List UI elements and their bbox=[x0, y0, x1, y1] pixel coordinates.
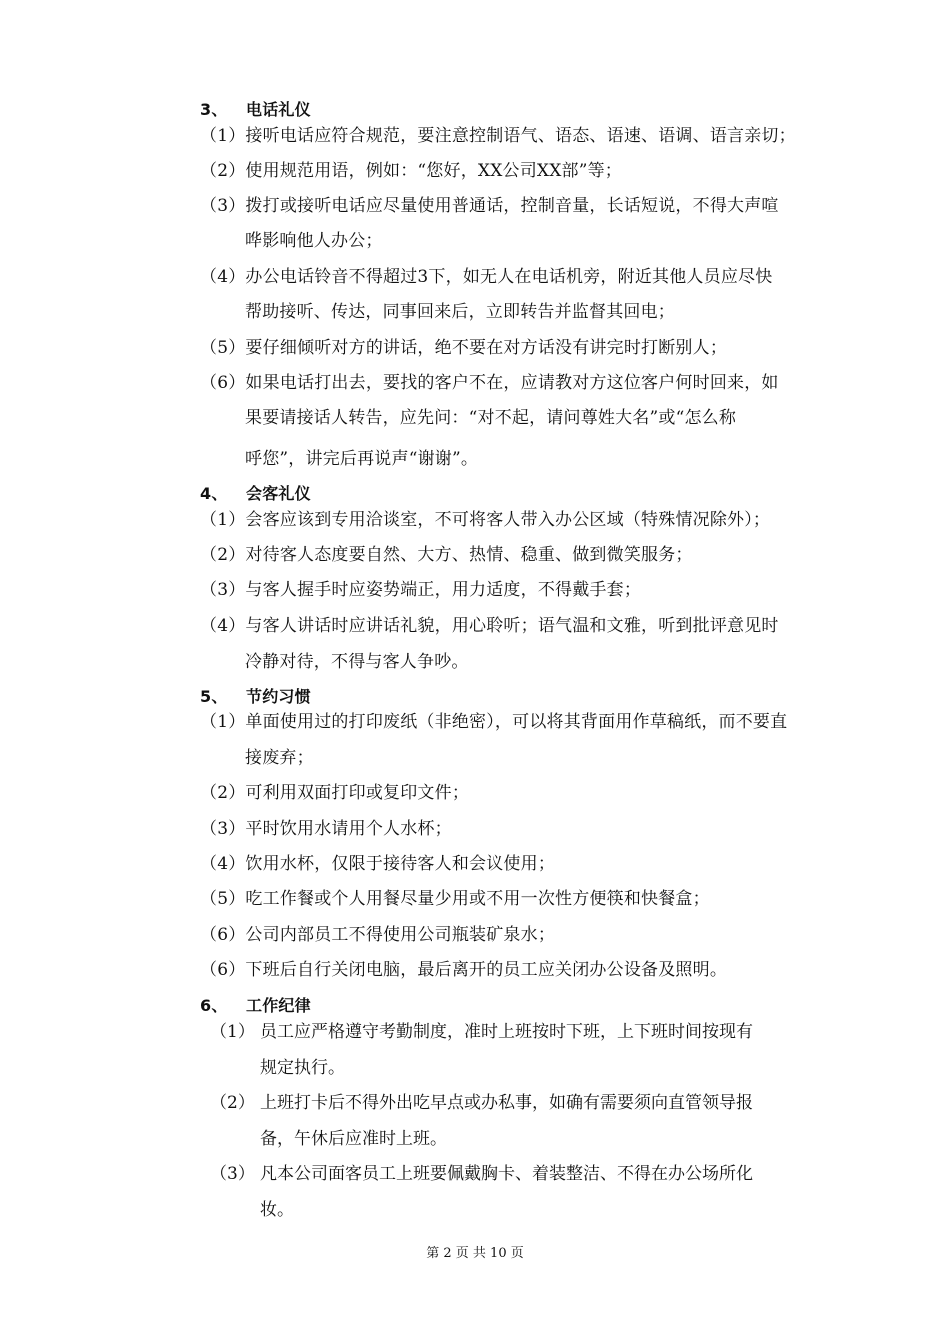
list-item-number: （3） bbox=[210, 1164, 255, 1184]
section-title: 电话礼仪 bbox=[246, 100, 311, 119]
paragraph-line: （2）可利用双面打印或复印文件； bbox=[200, 783, 470, 803]
paragraph-line: 规定执行。 bbox=[260, 1058, 345, 1078]
paragraph-line: （4）办公电话铃音不得超过3下，如无人在电话机旁，附近其他人员应尽快 bbox=[200, 267, 773, 287]
paragraph-line: 凡本公司面客员工上班要佩戴胸卡、着装整洁、不得在办公场所化 bbox=[260, 1164, 753, 1184]
section-number: 6、 bbox=[200, 996, 228, 1015]
paragraph-line: 妆。 bbox=[260, 1200, 294, 1220]
paragraph-line: （1）接听电话应符合规范，要注意控制语气、语态、语速、语调、语言亲切； bbox=[200, 126, 796, 146]
paragraph-line: 冷静对待，不得与客人争吵。 bbox=[245, 652, 469, 672]
section-number: 3、 bbox=[200, 100, 228, 119]
paragraph-line: 上班打卡后不得外出吃早点或办私事，如确有需要须向直管领导报 bbox=[260, 1093, 753, 1113]
paragraph-line: （4）与客人讲话时应讲话礼貌，用心聆听；语气温和文雅，听到批评意见时 bbox=[200, 616, 779, 636]
paragraph-line: 接废弃； bbox=[245, 748, 314, 768]
section-5-heading bbox=[200, 685, 820, 709]
section-title: 会客礼仪 bbox=[246, 484, 311, 503]
paragraph-line: （5）吃工作餐或个人用餐尽量少用或不用一次性方便筷和快餐盒； bbox=[200, 889, 710, 909]
paragraph-line: （3）拨打或接听电话应尽量使用普通话，控制音量，长话短说，不得大声喧 bbox=[200, 196, 779, 216]
paragraph-line: （6）下班后自行关闭电脑，最后离开的员工应关闭办公设备及照明。 bbox=[200, 960, 728, 980]
paragraph-line: （1）会客应该到专用洽谈室，不可将客人带入办公区域（特殊情况除外）； bbox=[200, 510, 771, 530]
paragraph-line: 呼您”，讲完后再说声“谢谢”。 bbox=[245, 449, 479, 469]
paragraph-line: 哗影响他人办公； bbox=[245, 231, 383, 251]
paragraph-line: （3）与客人握手时应姿势端正，用力适度，不得戴手套； bbox=[200, 580, 642, 600]
section-6-heading bbox=[200, 994, 820, 1018]
paragraph-line: 果要请接话人转告，应先问：“对不起，请问尊姓大名”或“怎么称 bbox=[245, 408, 737, 428]
list-item-number: （1） bbox=[210, 1022, 255, 1042]
paragraph-line: （2）使用规范用语，例如：“您好，XX公司XX部”等； bbox=[200, 161, 623, 181]
paragraph-line: （5）要仔细倾听对方的讲话，绝不要在对方话没有讲完时打断别人； bbox=[200, 338, 728, 358]
list-item-number: （2） bbox=[210, 1093, 255, 1113]
section-title: 节约习惯 bbox=[246, 687, 311, 706]
paragraph-line: （4）饮用水杯，仅限于接待客人和会议使用； bbox=[200, 854, 556, 874]
section-number: 4、 bbox=[200, 484, 228, 503]
paragraph-line: （2）对待客人态度要自然、大方、热情、稳重、做到微笑服务； bbox=[200, 545, 693, 565]
paragraph-line: （3）平时饮用水请用个人水杯； bbox=[200, 819, 452, 839]
paragraph-line: 帮助接听、传达，同事回来后，立即转告并监督其回电； bbox=[245, 302, 675, 322]
section-3-heading bbox=[200, 98, 820, 122]
paragraph-line: 备，午休后应准时上班。 bbox=[260, 1129, 447, 1149]
section-number: 5、 bbox=[200, 687, 228, 706]
paragraph-line: （1）单面使用过的打印废纸（非绝密），可以将其背面用作草稿纸，而不要直 bbox=[200, 712, 788, 732]
paragraph-line: （6）公司内部员工不得使用公司瓶装矿泉水； bbox=[200, 925, 556, 945]
paragraph-line: 员工应严格遵守考勤制度，准时上班按时下班，上下班时间按现有 bbox=[260, 1022, 753, 1042]
section-4-heading bbox=[200, 482, 820, 506]
page-footer: 第 2 页 共 10 页 bbox=[426, 1246, 524, 1261]
section-title: 工作纪律 bbox=[246, 996, 311, 1015]
paragraph-line: （6）如果电话打出去，要找的客户不在，应请教对方这位客户何时回来，如 bbox=[200, 373, 779, 393]
